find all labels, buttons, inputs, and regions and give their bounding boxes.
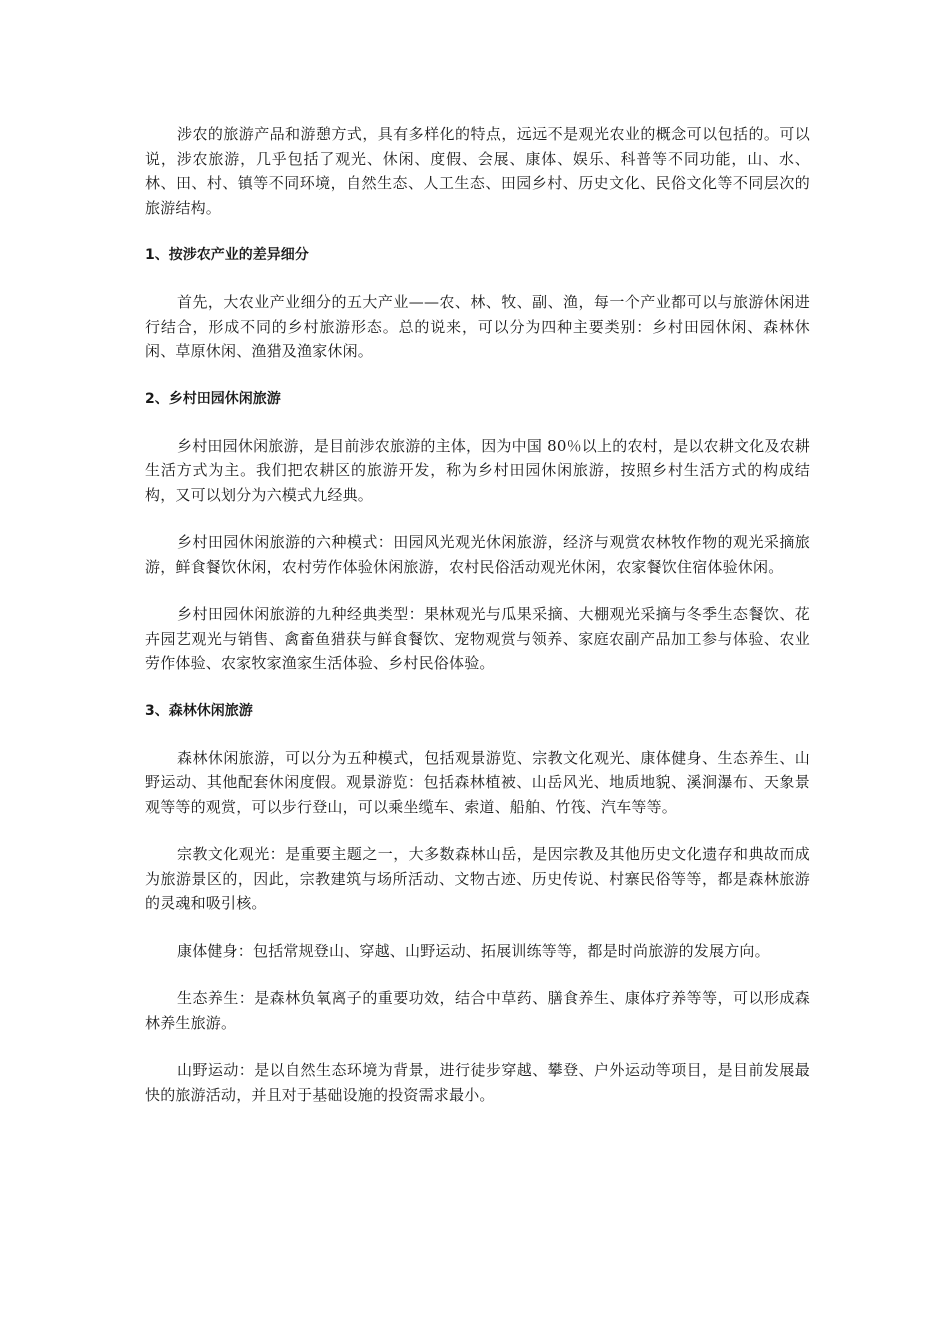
intro-paragraph: 涉农的旅游产品和游憩方式，具有多样化的特点，远远不是观光农业的概念可以包括的。可以说，涉农旅游，几乎包括了观光、休闲、度假、会展、康体、娱乐、科普等不同功能，山、水、林、田、村、镇等不同环境，自然生态、人工生态、田园乡村、历史文化、民俗文化等不同层次的旅游结构。: [145, 125, 810, 217]
section-3-paragraph-5: 山野运动：是以自然生态环境为背景，进行徒步穿越、攀登、户外运动等项目，是目前发展最快的旅游活动，并且对于基础设施的投资需求最小。: [145, 1061, 810, 1104]
section-1-paragraph: 首先，大农业产业细分的五大产业——农、林、牧、副、渔，每一个产业都可以与旅游休闲进行结合，形成不同的乡村旅游形态。总的说来，可以分为四种主要类别：乡村田园休闲、森林休闲、草原休闲、渔猎及渔家休闲。: [145, 293, 810, 360]
section-2-paragraph-2: 乡村田园休闲旅游的六种模式：田园风光观光休闲旅游，经济与观赏农林牧作物的观光采摘旅游，鲜食餐饮休闲，农村劳作体验休闲旅游，农村民俗活动观光休闲，农家餐饮住宿体验休闲。: [145, 533, 810, 576]
section-3-paragraph-4: 生态养生：是森林负氧离子的重要功效，结合中草药、膳食养生、康体疗养等等，可以形成森林养生旅游。: [145, 989, 810, 1032]
section-heading-1: 1、按涉农产业的差异细分: [145, 247, 309, 263]
section-3-paragraph-3: 康体健身：包括常规登山、穿越、山野运动、拓展训练等等，都是时尚旅游的发展方向。: [177, 941, 770, 960]
document-page: [145, 122, 810, 1130]
section-heading-2: 2、乡村田园休闲旅游: [145, 390, 281, 407]
section-2-paragraph-3: 乡村田园休闲旅游的九种经典类型：果林观光与瓜果采摘、大棚观光采摘与冬季生态餐饮、花卉园艺观光与销售、禽畜鱼猎获与鲜食餐饮、宠物观赏与领养、家庭农副产品加工参与体验、农业劳作体验、农家牧家渔家生活体验、乡村民俗体验。: [145, 605, 810, 672]
section-3-paragraph-1: 森林休闲旅游，可以分为五种模式，包括观景游览、宗教文化观光、康体健身、生态养生、山野运动、其他配套休闲度假。观景游览：包括森林植被、山岳风光、地质地貌、溪涧瀑布、天象景观等等的观赏，可以步行登山，可以乘坐缆车、索道、船舶、竹筏、汽车等等。: [145, 748, 810, 816]
section-heading-3: 3、森林休闲旅游: [145, 702, 253, 719]
section-3-paragraph-2: 宗教文化观光：是重要主题之一，大多数森林山岳，是因宗教及其他历史文化遗存和典故而成为旅游景区的，因此，宗教建筑与场所活动、文物古迹、历史传说、村寨民俗等等，都是森林旅游的灵魂和吸引核。: [145, 845, 810, 912]
section-2-paragraph-1: 乡村田园休闲旅游，是目前涉农旅游的主体，因为中国 80％以上的农村，是以农耕文化及农耕生活方式为主。我们把农耕区的旅游开发，称为乡村田园休闲旅游，按照乡村生活方式的构成结构，又可以划分为六模式九经典。: [145, 436, 810, 504]
